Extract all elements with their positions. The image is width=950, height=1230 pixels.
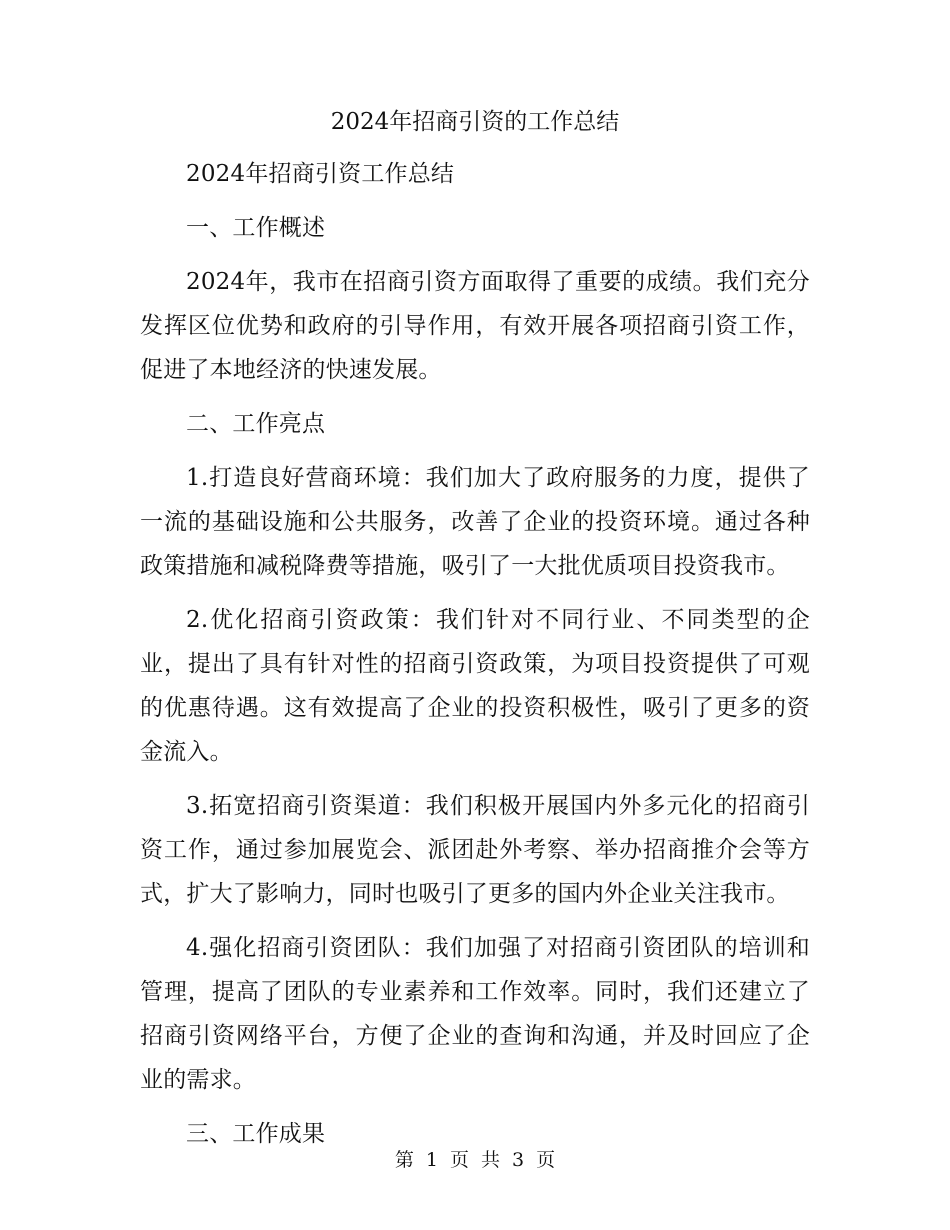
document-title: 2024年招商引资的工作总结 [330, 109, 620, 135]
section-heading-results: 三、工作成果 [186, 1121, 326, 1147]
paragraph-highlight-3: 3.拓宽招商引资渠道：我们积极开展国内外多元化的招商引资工作，通过参加展览会、派团赴外考察、举办招商推介会等方式，扩大了影响力，同时也吸引了更多的国内外企业关注我市。 [140, 793, 810, 907]
section-heading-highlights: 二、工作亮点 [186, 411, 326, 437]
subtitle-paragraph: 2024年招商引资工作总结 [186, 161, 455, 187]
page-number-footer: 第 1 页 共 3 页 [394, 1149, 556, 1171]
paragraph-overview: 2024年，我市在招商引资方面取得了重要的成绩。我们充分发挥区位优势和政府的引导作用，有效开展各项招商引资工作，促进了本地经济的快速发展。 [140, 269, 810, 383]
paragraph-highlight-4: 4.强化招商引资团队：我们加强了对招商引资团队的培训和管理，提高了团队的专业素养和工作效率。同时，我们还建立了招商引资网络平台，方便了企业的查询和沟通，并及时回应了企业的需求。 [140, 935, 810, 1093]
document-body [140, 152, 810, 1166]
section-heading-overview: 一、工作概述 [186, 215, 326, 241]
paragraph-highlight-1: 1.打造良好营商环境：我们加大了政府服务的力度，提供了一流的基础设施和公共服务，改善了企业的投资环境。通过各种政策措施和减税降费等措施，吸引了一大批优质项目投资我市。 [140, 465, 810, 579]
paragraph-highlight-2: 2.优化招商引资政策：我们针对不同行业、不同类型的企业，提出了具有针对性的招商引资政策，为项目投资提供了可观的优惠待遇。这有效提高了企业的投资积极性，吸引了更多的资金流入。 [140, 607, 810, 765]
